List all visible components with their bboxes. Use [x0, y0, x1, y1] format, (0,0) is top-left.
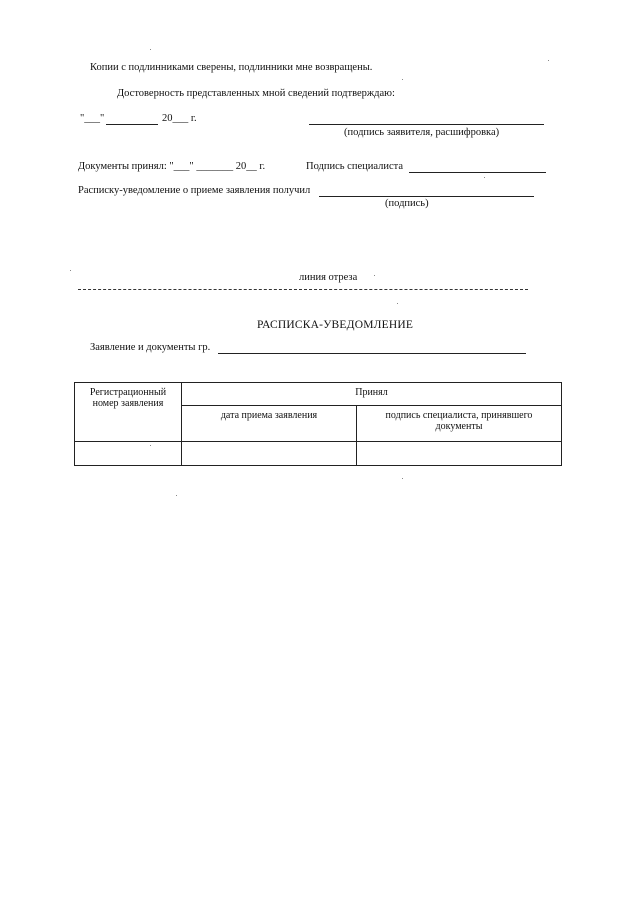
receipt-signature-caption: (подпись): [385, 198, 429, 209]
cut-line: [78, 289, 528, 290]
reg-number-cell: [75, 442, 182, 466]
scan-speck: [484, 177, 485, 178]
date-year-field: 20___ г.: [162, 113, 197, 124]
table-row: [75, 442, 562, 466]
scan-speck: [402, 79, 403, 80]
cut-line-label: линия отреза: [299, 272, 358, 283]
accepted-header: Принял: [182, 383, 562, 406]
specialist-signature-label: Подпись специалиста: [306, 161, 404, 172]
applicant-signature-caption: (подпись заявителя, расшифровка): [344, 127, 500, 138]
specialist-sign-header: подпись специалиста, принявшего документы: [357, 406, 562, 442]
docs-accepted-text: Документы принял: "___" _______ 20__ г.: [78, 161, 266, 172]
specialist-signature-line: [409, 172, 546, 173]
scan-speck: [397, 303, 398, 304]
accept-date-cell: [182, 442, 357, 466]
receipt-signature-line: [319, 196, 534, 197]
date-day-field: "___": [80, 113, 105, 124]
scan-speck: [374, 275, 375, 276]
scan-speck: [548, 60, 549, 61]
registration-table: [74, 382, 562, 466]
specialist-sign-cell: [357, 442, 562, 466]
receipt-title: РАСПИСКА-УВЕДОМЛЕНИЕ: [257, 319, 414, 331]
scan-speck: [70, 270, 71, 271]
receipt-received-text: Расписку-уведомление о приеме заявления получил: [78, 185, 311, 196]
citizen-name-line: [218, 353, 526, 354]
reg-number-header: Регистрационный номер заявления: [75, 383, 182, 442]
scan-speck: [150, 49, 151, 50]
accept-date-header: дата приема заявления: [182, 406, 357, 442]
scan-speck: [150, 445, 151, 446]
confirm-text: Достоверность представленных мной сведений подтверждаю:: [117, 88, 395, 99]
scan-speck: [176, 495, 177, 496]
copies-verified-text: Копии с подлинниками сверены, подлинники мне возвращены.: [90, 62, 373, 73]
applicant-signature-line: [309, 124, 544, 125]
statement-text: Заявление и документы гр.: [90, 342, 211, 353]
scan-speck: [402, 478, 403, 479]
date-month-line: [106, 124, 158, 125]
